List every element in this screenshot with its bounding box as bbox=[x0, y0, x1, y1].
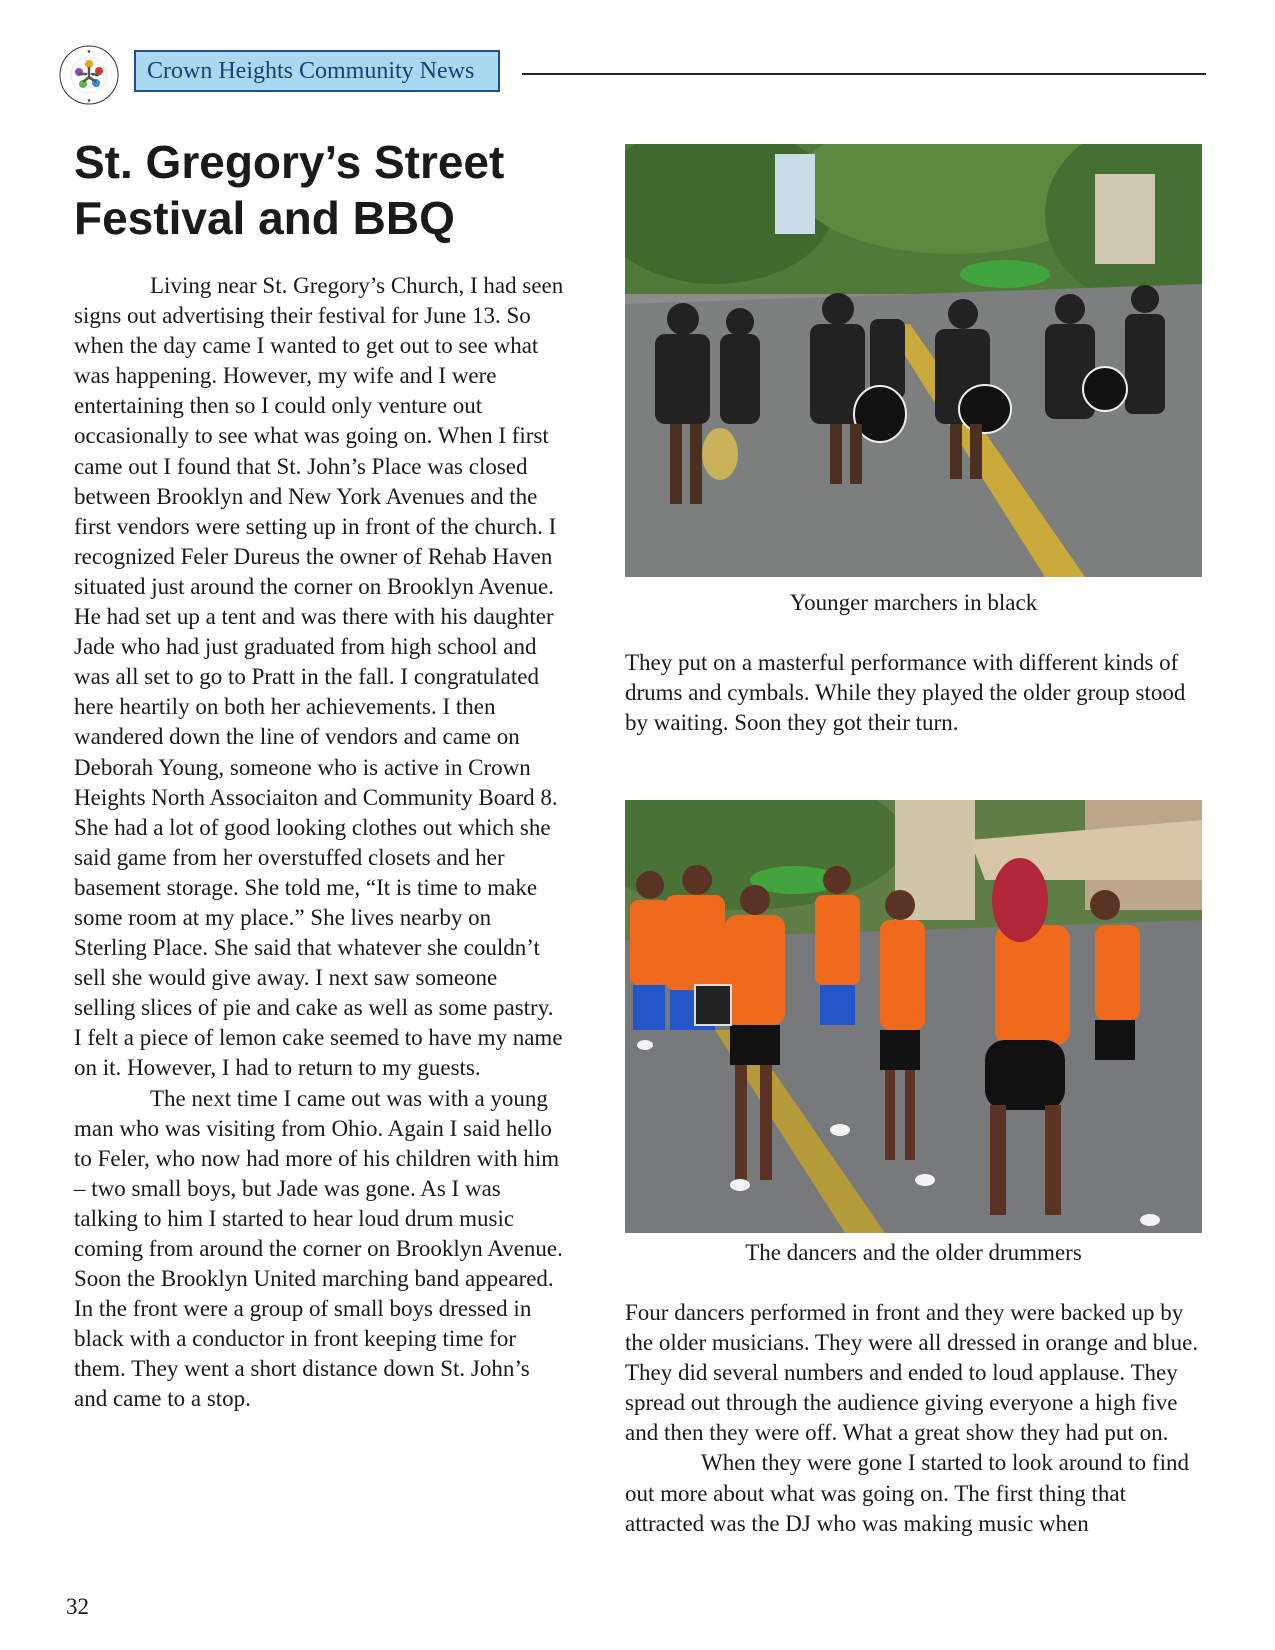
photo-younger-marchers bbox=[625, 144, 1202, 577]
article-left-column bbox=[74, 271, 564, 1415]
article-paragraph: When they were gone I started to look around to find out more about what was going on. The first thing that attracted was the DJ who was making music when bbox=[625, 1450, 1189, 1536]
photo-caption: The dancers and the older drummers bbox=[745, 1240, 1082, 1265]
photo-dancers-and-drummers bbox=[625, 800, 1202, 1233]
article-paragraph: They put on a masterful performance with different kinds of drums and cymbals. While they played the older group stood by waiting. Soon they got their turn. bbox=[625, 650, 1186, 736]
article-right-column-top bbox=[625, 648, 1205, 738]
photo-caption: Younger marchers in black bbox=[789, 590, 1038, 615]
svg-text:★: ★ bbox=[86, 49, 92, 55]
header-rule bbox=[522, 73, 1206, 75]
article-paragraph: Living near St. Gregory’s Church, I had seen signs out advertising their festival for June 13. So when the day came I wanted to get out to see what was happening. However, my wife and I were entertaining then so I could only venture out occasionally to see what was going on. When I first came out I found that St. John’s Place was closed between Brooklyn and New York Avenues and the first vendors were setting up in front of the church. I recognized Feler Dureus the owner of Rehab Haven situated just around the corner on Brooklyn Avenue. He had set up a tent and was there with his daughter Jade who had just graduated from high school and was all set to go to Pratt in the fall. I congratulated here heartily on both her achievements. I then wandered down the line of vendors and came on Deborah Young, someone who is active in Crown Heights North Associaiton and Community Board 8. She had a lot of good looking clothes out which she said game from her overstuffed closets and her basement storage. She told me, “It is time to make some room at my place.” She lives nearby on Sterling Place. She said that whatever she couldn’t sell she would give away. I next saw someone selling slices of pie and cake as well as some pastry. I felt a piece of lemon cake seemed to have my name on it. However, I had to return to my guests. bbox=[74, 273, 564, 1081]
page-header bbox=[56, 40, 1206, 110]
svg-text:★: ★ bbox=[86, 98, 92, 104]
article-paragraph: The next time I came out was with a young man who was visiting from Ohio. Again I said hello to Feler, who now had more of his children with him – two small boys, but Jade was gone. As I was talking to him I started to hear loud drum music coming from around the corner on Brooklyn Avenue. Soon the Brooklyn United marching band appeared. In the front were a group of small boys dressed in black with a conductor in front keeping time for them. They went a short distance down St. John’s and came to a stop. bbox=[74, 1085, 563, 1412]
masthead-banner: Crown Heights Community News bbox=[134, 50, 500, 92]
article-right-column-bottom bbox=[625, 1298, 1205, 1539]
article-paragraph: Four dancers performed in front and they were backed up by the older musicians. They were all dressed in orange and blue. They did several numbers and ended to loud applause. They spread out through the audience giving everyone a high five and then they were off. What a great show they had put on. bbox=[625, 1300, 1199, 1446]
community-logo bbox=[58, 44, 120, 106]
page-number: 32 bbox=[66, 1594, 89, 1619]
article-title: St. Gregory’s Street Festival and BBQ bbox=[74, 136, 505, 244]
